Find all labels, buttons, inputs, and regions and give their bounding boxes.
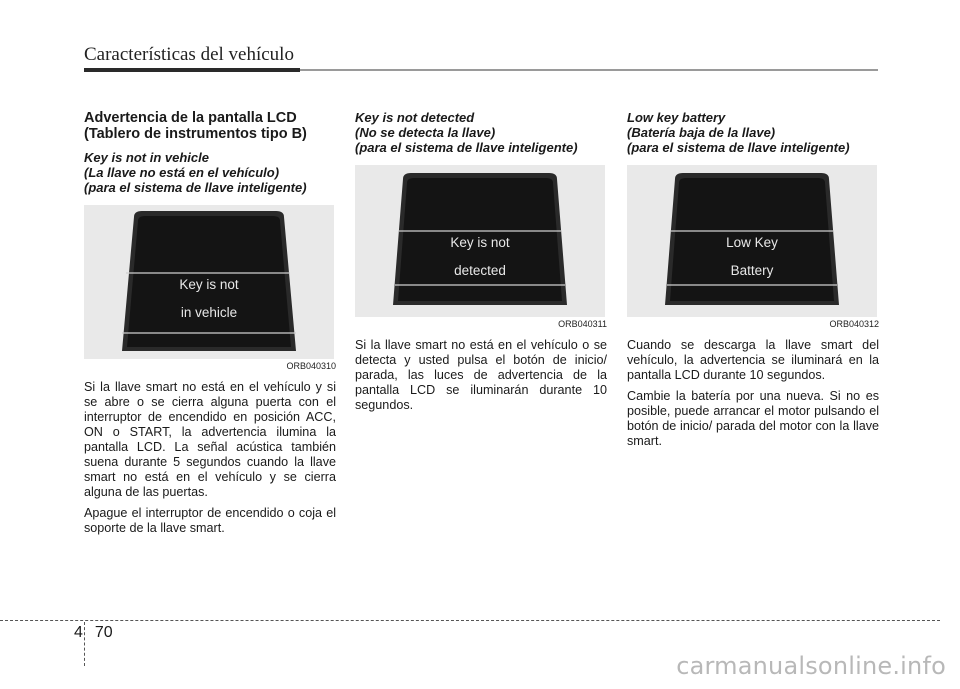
figure-caption: ORB040310 bbox=[286, 361, 336, 371]
column-1 bbox=[84, 110, 336, 542]
subheading-low-key-battery bbox=[627, 110, 879, 155]
subheading-line: (No se detecta la llave) bbox=[355, 125, 496, 140]
subheading-key-not-detected bbox=[355, 110, 607, 155]
body-paragraph: Cuando se descarga la llave smart del vehículo, la advertencia se iluminará en la pantalla LCD durante 10 segundos. bbox=[627, 338, 879, 382]
footer-dashed-rule bbox=[0, 620, 940, 621]
subheading-line: (Batería baja de la llave) bbox=[627, 125, 776, 140]
body-paragraph: Apague el interruptor de encendido o coja el soporte de la llave smart. bbox=[84, 506, 336, 535]
figure-caption: ORB040311 bbox=[558, 319, 607, 329]
lcd-figure bbox=[84, 205, 334, 359]
figure-caption: ORB040312 bbox=[829, 319, 879, 329]
page-number bbox=[74, 624, 113, 642]
page-number-value: 70 bbox=[94, 624, 113, 641]
lcd-figure bbox=[355, 165, 605, 317]
subheading-line: Low key battery bbox=[627, 110, 726, 125]
section-title-line-2: (Tablero de instrumentos tipo B) bbox=[84, 126, 307, 142]
section-title-line-1: Advertencia de la pantalla LCD bbox=[84, 110, 297, 126]
lcd-text-line-2: detected bbox=[454, 263, 506, 278]
column-3 bbox=[627, 110, 879, 455]
subheading-line: (para el sistema de llave inteligente) bbox=[355, 140, 578, 155]
subheading-key-not-in-vehicle bbox=[84, 150, 336, 195]
lcd-text-line-2: in vehicle bbox=[180, 305, 238, 320]
subheading-line: (para el sistema de llave inteligente) bbox=[84, 180, 307, 195]
body-paragraph: Si la llave smart no está en el vehículo o se detecta y usted pulsa el botón de inicio/ parada, las luces de advertencia de la pantalla LCD se iluminarán durante 10 segundos. bbox=[355, 338, 607, 412]
lcd-text-line-1: Key is not bbox=[179, 277, 239, 292]
subheading-line: Key is not detected bbox=[355, 110, 475, 125]
subheading-line: (para el sistema de llave inteligente) bbox=[627, 140, 850, 155]
chapter-number: 4 bbox=[74, 624, 83, 641]
lcd-figure bbox=[627, 165, 877, 317]
page-header-title: Características del vehículo bbox=[84, 44, 294, 65]
subheading-line: Key is not in vehicle bbox=[84, 150, 209, 165]
body-paragraph: Si la llave smart no está en el vehículo y si se abre o se cierra alguna puerta con el interruptor de encendido en posición ACC, ON o START, la advertencia ilumina la pantalla LCD. La señal acústica también suena durante 5 segundos cuando la llave smart no está en el vehículo y se cierra alguna de las puertas. bbox=[84, 380, 336, 499]
body-paragraph: Cambie la batería por una nueva. Si no es posible, puede arrancar el motor pulsando el botón de inicio/ parada del motor con la llave smart. bbox=[627, 389, 879, 448]
subheading-line: (La llave no está en el vehículo) bbox=[84, 165, 280, 180]
watermark: carmanualsonline.info bbox=[676, 652, 946, 680]
header-rule-dark bbox=[84, 68, 300, 72]
lcd-text-line-1: Low Key bbox=[726, 235, 778, 250]
header-rule-light bbox=[300, 69, 878, 71]
column-2 bbox=[355, 110, 607, 419]
lcd-text-line-1: Key is not bbox=[450, 235, 510, 250]
section-title bbox=[84, 110, 336, 142]
lcd-text-line-2: Battery bbox=[730, 263, 774, 278]
